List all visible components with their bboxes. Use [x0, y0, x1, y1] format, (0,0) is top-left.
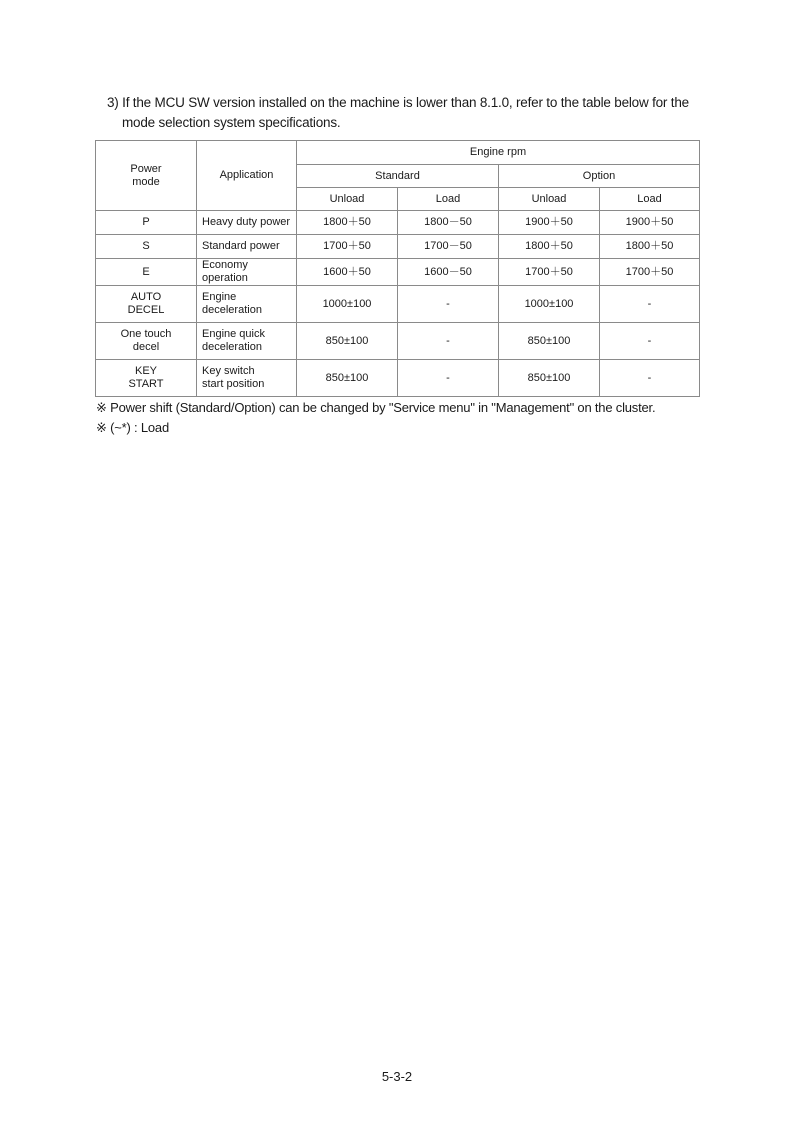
intro-line-1: 3) If the MCU SW version installed on the machine is lower than 8.1.0, refer to the table below for the — [107, 95, 689, 110]
cell-power-mode: KEY START — [96, 360, 197, 397]
cell-opt-load: 1800＋50 — [600, 235, 700, 259]
cell-opt-unload: 1900＋50 — [499, 211, 600, 235]
header-application: Application — [197, 141, 297, 211]
cell-opt-load: 1900＋50 — [600, 211, 700, 235]
cell-opt-load: 1700＋50 — [600, 259, 700, 286]
cell-opt-load: - — [600, 286, 700, 323]
intro-line-2: mode selection system specifications. — [122, 115, 341, 130]
cell-application: Economy operation — [197, 259, 297, 286]
table-body — [96, 211, 700, 397]
table-row — [96, 211, 700, 235]
cell-opt-load: - — [600, 323, 700, 360]
cell-application: Heavy duty power — [197, 211, 297, 235]
cell-application: Engine quick deceleration — [197, 323, 297, 360]
header-standard: Standard — [297, 165, 499, 188]
notes — [96, 398, 655, 438]
cell-opt-unload: 850±100 — [499, 323, 600, 360]
table-row — [96, 259, 700, 286]
cell-application: Engine deceleration — [197, 286, 297, 323]
table-row — [96, 235, 700, 259]
cell-std-unload: 850±100 — [297, 360, 398, 397]
header-option: Option — [499, 165, 700, 188]
cell-std-load: 1600－50 — [398, 259, 499, 286]
header-power-mode: Power mode — [96, 141, 197, 211]
table-row — [96, 286, 700, 323]
cell-std-load: - — [398, 360, 499, 397]
cell-std-unload: 1800＋50 — [297, 211, 398, 235]
cell-opt-load: - — [600, 360, 700, 397]
cell-std-unload: 1600＋50 — [297, 259, 398, 286]
header-std-unload: Unload — [297, 188, 398, 211]
cell-power-mode: AUTO DECEL — [96, 286, 197, 323]
header-engine-rpm: Engine rpm — [297, 141, 700, 165]
cell-application: Standard power — [197, 235, 297, 259]
note-1: ※ Power shift (Standard/Option) can be changed by "Service menu" in "Management" on the cluster. — [96, 400, 656, 415]
cell-opt-unload: 1800＋50 — [499, 235, 600, 259]
cell-std-unload: 1700＋50 — [297, 235, 398, 259]
cell-power-mode: E — [96, 259, 197, 286]
note-2: ※ (~*) : Load — [96, 420, 169, 435]
cell-power-mode: P — [96, 211, 197, 235]
cell-std-load: 1700－50 — [398, 235, 499, 259]
cell-opt-unload: 1700＋50 — [499, 259, 600, 286]
table-row — [96, 323, 700, 360]
header-opt-load: Load — [600, 188, 700, 211]
cell-std-load: - — [398, 323, 499, 360]
mode-spec-table — [95, 140, 700, 397]
header-opt-unload: Unload — [499, 188, 600, 211]
cell-std-load: 1800－50 — [398, 211, 499, 235]
cell-opt-unload: 1000±100 — [499, 286, 600, 323]
cell-power-mode: One touch decel — [96, 323, 197, 360]
cell-opt-unload: 850±100 — [499, 360, 600, 397]
cell-std-unload: 850±100 — [297, 323, 398, 360]
cell-application: Key switch start position — [197, 360, 297, 397]
cell-std-unload: 1000±100 — [297, 286, 398, 323]
cell-std-load: - — [398, 286, 499, 323]
cell-power-mode: S — [96, 235, 197, 259]
header-std-load: Load — [398, 188, 499, 211]
intro-paragraph — [107, 93, 707, 133]
page-number: 5-3-2 — [381, 1069, 413, 1084]
table-row — [96, 360, 700, 397]
